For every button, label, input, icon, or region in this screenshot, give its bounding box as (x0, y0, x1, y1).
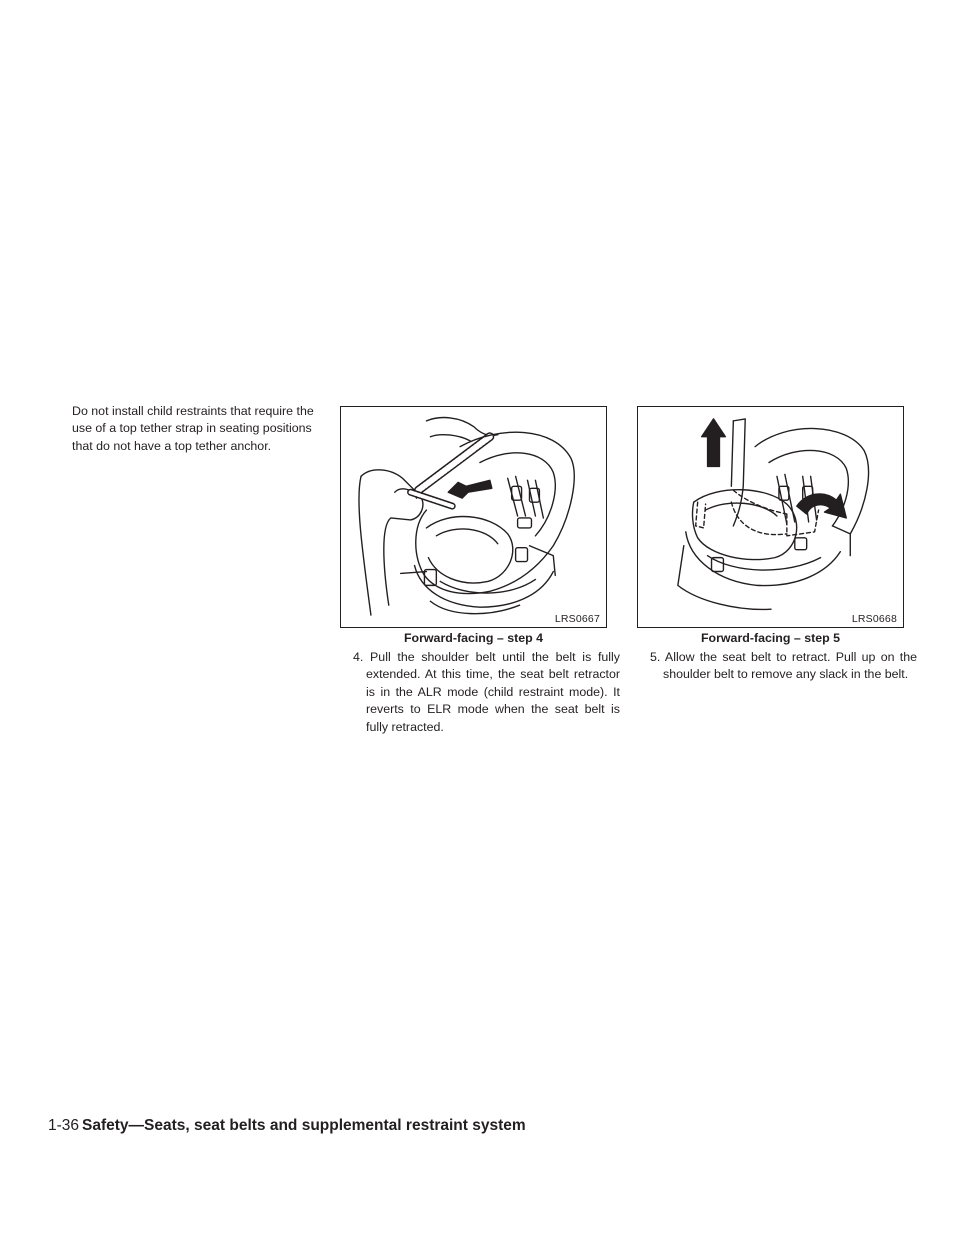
page-footer (48, 1117, 526, 1135)
figure-step-4 (340, 406, 607, 628)
step-4-text: 4. Pull the shoulder belt until the belt is fully extended. At this time, the seat belt retractor is in the ALR mode (child restraint mode). It reverts to ELR mode when the seat belt is fully retracted. (353, 650, 620, 734)
step-5-text: 5. Allow the seat belt to retract. Pull up on the shoulder belt to remove any slack in the belt. (650, 650, 917, 682)
page-number: 1-36 (48, 1117, 80, 1134)
section-title: Safety—Seats, seat belts and supplemental restraint system (82, 1117, 526, 1134)
figure-code-lrs0668: LRS0668 (851, 613, 897, 625)
figure-caption-step-4: Forward-facing – step 4 (403, 631, 544, 645)
figure-caption-step-5: Forward-facing – step 5 (700, 631, 841, 645)
figure-step-5 (637, 406, 904, 628)
child-seat-illustration-step-5 (638, 407, 903, 627)
child-seat-illustration-step-4 (341, 407, 606, 627)
figure-code-lrs0667: LRS0667 (554, 613, 600, 625)
intro-paragraph: Do not install child restraints that require the use of a top tether strap in seating positions that do not have a top tether anchor. (72, 404, 314, 453)
